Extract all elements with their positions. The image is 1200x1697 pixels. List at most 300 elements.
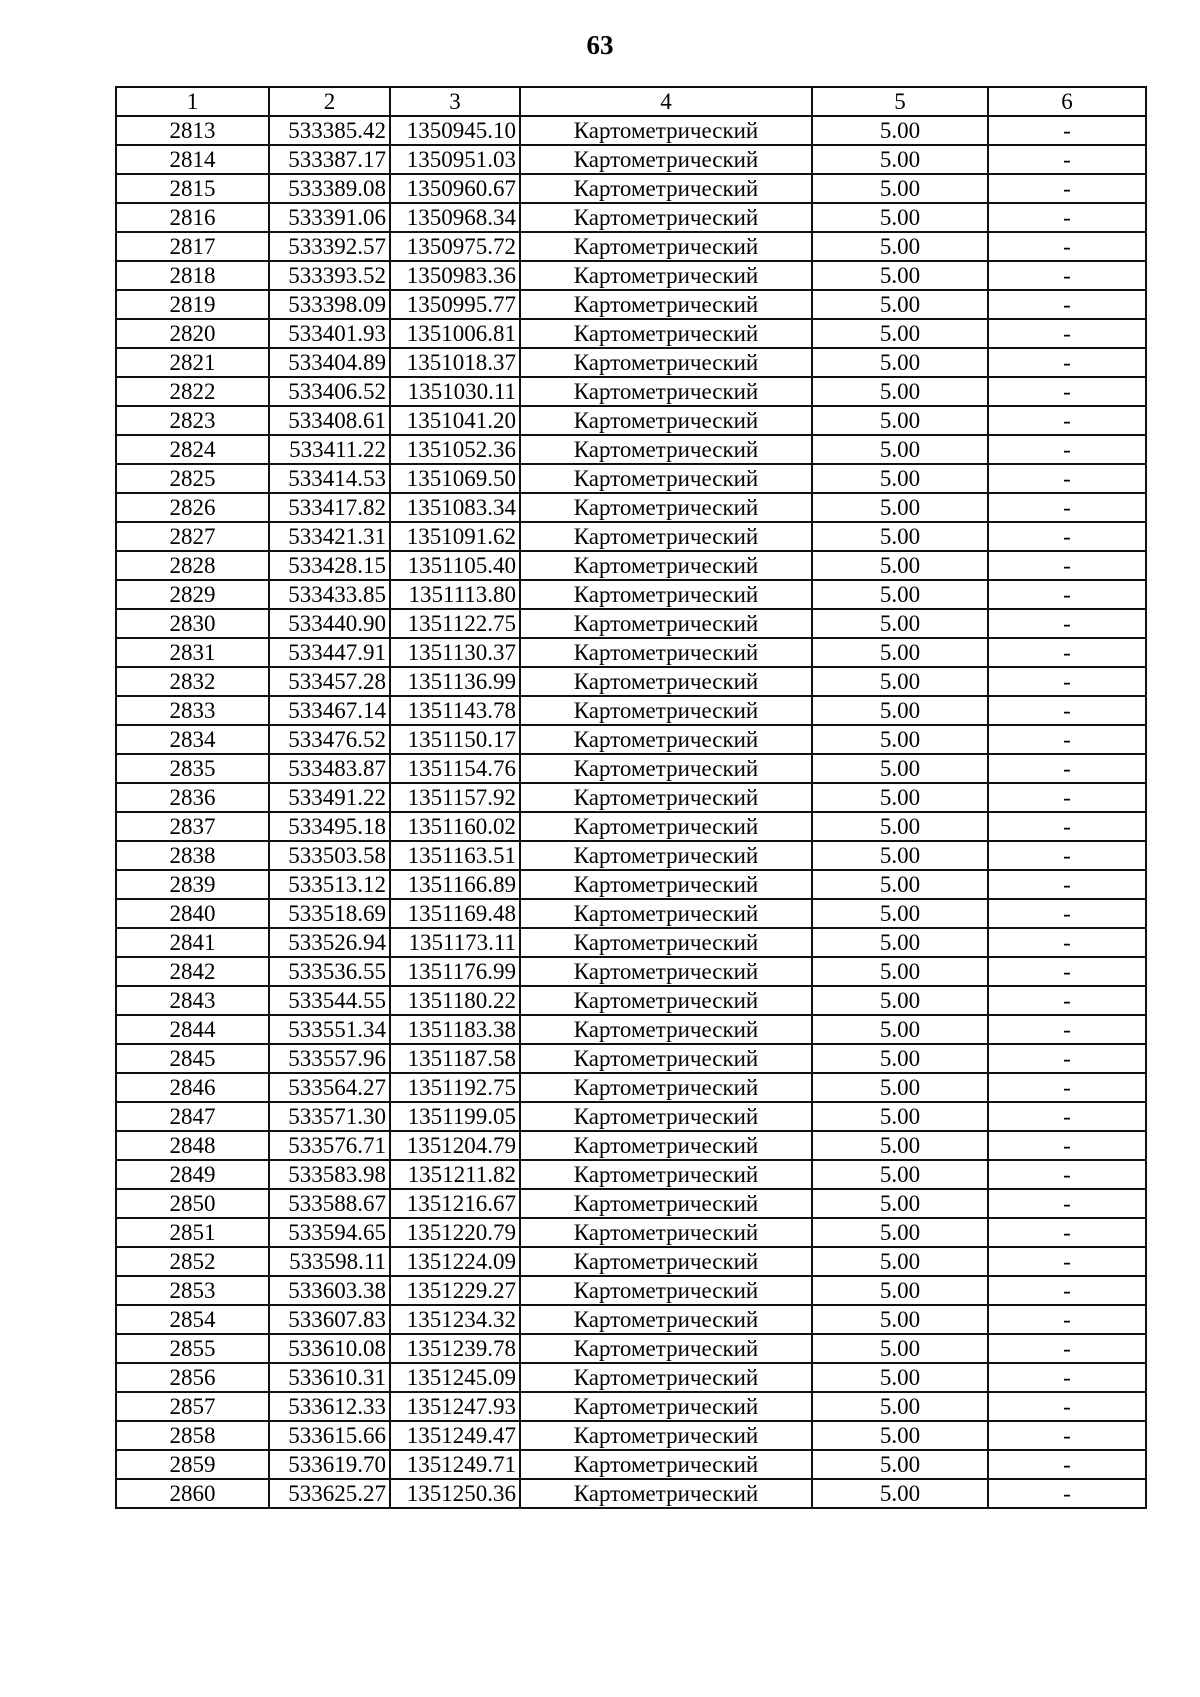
note-cell: - <box>988 1305 1146 1334</box>
y-coordinate-cell: 1351163.51 <box>390 841 520 870</box>
x-coordinate-cell: 533411.22 <box>269 435 390 464</box>
y-coordinate-cell: 1351245.09 <box>390 1363 520 1392</box>
y-coordinate-cell: 1351018.37 <box>390 348 520 377</box>
point-number-cell: 2831 <box>116 638 269 667</box>
y-coordinate-cell: 1350968.34 <box>390 203 520 232</box>
precision-cell: 5.00 <box>812 928 988 957</box>
y-coordinate-cell: 1351052.36 <box>390 435 520 464</box>
table-row <box>116 899 1146 928</box>
y-coordinate-cell: 1351192.75 <box>390 1073 520 1102</box>
table-row <box>116 1363 1146 1392</box>
x-coordinate-cell: 533389.08 <box>269 174 390 203</box>
point-number-cell: 2830 <box>116 609 269 638</box>
y-coordinate-cell: 1350975.72 <box>390 232 520 261</box>
precision-cell: 5.00 <box>812 348 988 377</box>
point-number-cell: 2813 <box>116 116 269 145</box>
point-number-cell: 2850 <box>116 1189 269 1218</box>
x-coordinate-cell: 533557.96 <box>269 1044 390 1073</box>
table-row <box>116 1334 1146 1363</box>
x-coordinate-cell: 533404.89 <box>269 348 390 377</box>
point-number-cell: 2829 <box>116 580 269 609</box>
precision-cell: 5.00 <box>812 464 988 493</box>
coordinates-table-body <box>116 87 1146 1508</box>
point-number-cell: 2827 <box>116 522 269 551</box>
note-cell: - <box>988 319 1146 348</box>
table-row <box>116 551 1146 580</box>
table-row <box>116 348 1146 377</box>
note-cell: - <box>988 493 1146 522</box>
precision-cell: 5.00 <box>812 667 988 696</box>
x-coordinate-cell: 533417.82 <box>269 493 390 522</box>
method-cell: Картометрический <box>520 319 812 348</box>
precision-cell: 5.00 <box>812 522 988 551</box>
x-coordinate-cell: 533594.65 <box>269 1218 390 1247</box>
method-cell: Картометрический <box>520 1450 812 1479</box>
note-cell: - <box>988 1102 1146 1131</box>
point-number-cell: 2832 <box>116 667 269 696</box>
table-row <box>116 870 1146 899</box>
table-row <box>116 493 1146 522</box>
precision-cell: 5.00 <box>812 1305 988 1334</box>
precision-cell: 5.00 <box>812 493 988 522</box>
method-cell: Картометрический <box>520 1073 812 1102</box>
method-cell: Картометрический <box>520 1305 812 1334</box>
point-number-cell: 2855 <box>116 1334 269 1363</box>
table-row <box>116 957 1146 986</box>
table-row <box>116 377 1146 406</box>
method-cell: Картометрический <box>520 870 812 899</box>
note-cell: - <box>988 232 1146 261</box>
table-row <box>116 1305 1146 1334</box>
y-coordinate-cell: 1351154.76 <box>390 754 520 783</box>
precision-cell: 5.00 <box>812 406 988 435</box>
point-number-cell: 2857 <box>116 1392 269 1421</box>
y-coordinate-cell: 1351105.40 <box>390 551 520 580</box>
point-number-cell: 2858 <box>116 1421 269 1450</box>
precision-cell: 5.00 <box>812 754 988 783</box>
note-cell: - <box>988 261 1146 290</box>
point-number-cell: 2845 <box>116 1044 269 1073</box>
column-header: 4 <box>520 87 812 116</box>
table-row <box>116 609 1146 638</box>
point-number-cell: 2859 <box>116 1450 269 1479</box>
x-coordinate-cell: 533447.91 <box>269 638 390 667</box>
point-number-cell: 2822 <box>116 377 269 406</box>
point-number-cell: 2821 <box>116 348 269 377</box>
method-cell: Картометрический <box>520 203 812 232</box>
x-coordinate-cell: 533615.66 <box>269 1421 390 1450</box>
table-row <box>116 1392 1146 1421</box>
precision-cell: 5.00 <box>812 232 988 261</box>
table-row <box>116 406 1146 435</box>
note-cell: - <box>988 1247 1146 1276</box>
y-coordinate-cell: 1351250.36 <box>390 1479 520 1508</box>
table-row <box>116 1421 1146 1450</box>
note-cell: - <box>988 1450 1146 1479</box>
table-row <box>116 928 1146 957</box>
table-row <box>116 725 1146 754</box>
precision-cell: 5.00 <box>812 1218 988 1247</box>
method-cell: Картометрический <box>520 580 812 609</box>
point-number-cell: 2841 <box>116 928 269 957</box>
y-coordinate-cell: 1351006.81 <box>390 319 520 348</box>
precision-cell: 5.00 <box>812 1015 988 1044</box>
note-cell: - <box>988 551 1146 580</box>
y-coordinate-cell: 1351216.67 <box>390 1189 520 1218</box>
note-cell: - <box>988 290 1146 319</box>
point-number-cell: 2847 <box>116 1102 269 1131</box>
x-coordinate-cell: 533576.71 <box>269 1131 390 1160</box>
method-cell: Картометрический <box>520 1276 812 1305</box>
precision-cell: 5.00 <box>812 145 988 174</box>
method-cell: Картометрический <box>520 1102 812 1131</box>
x-coordinate-cell: 533610.31 <box>269 1363 390 1392</box>
point-number-cell: 2828 <box>116 551 269 580</box>
table-row <box>116 580 1146 609</box>
precision-cell: 5.00 <box>812 783 988 812</box>
point-number-cell: 2856 <box>116 1363 269 1392</box>
method-cell: Картометрический <box>520 1334 812 1363</box>
precision-cell: 5.00 <box>812 1334 988 1363</box>
precision-cell: 5.00 <box>812 841 988 870</box>
precision-cell: 5.00 <box>812 812 988 841</box>
y-coordinate-cell: 1351122.75 <box>390 609 520 638</box>
table-row <box>116 1015 1146 1044</box>
table-row <box>116 232 1146 261</box>
precision-cell: 5.00 <box>812 1102 988 1131</box>
note-cell: - <box>988 812 1146 841</box>
point-number-cell: 2824 <box>116 435 269 464</box>
y-coordinate-cell: 1351160.02 <box>390 812 520 841</box>
table-row <box>116 696 1146 725</box>
x-coordinate-cell: 533564.27 <box>269 1073 390 1102</box>
note-cell: - <box>988 1044 1146 1073</box>
point-number-cell: 2840 <box>116 899 269 928</box>
x-coordinate-cell: 533612.33 <box>269 1392 390 1421</box>
y-coordinate-cell: 1351143.78 <box>390 696 520 725</box>
point-number-cell: 2819 <box>116 290 269 319</box>
y-coordinate-cell: 1350951.03 <box>390 145 520 174</box>
point-number-cell: 2844 <box>116 1015 269 1044</box>
note-cell: - <box>988 667 1146 696</box>
page-number: 63 <box>586 30 614 60</box>
x-coordinate-cell: 533457.28 <box>269 667 390 696</box>
y-coordinate-cell: 1351173.11 <box>390 928 520 957</box>
note-cell: - <box>988 1189 1146 1218</box>
table-row <box>116 1073 1146 1102</box>
y-coordinate-cell: 1350983.36 <box>390 261 520 290</box>
precision-cell: 5.00 <box>812 899 988 928</box>
x-coordinate-cell: 533607.83 <box>269 1305 390 1334</box>
method-cell: Картометрический <box>520 754 812 783</box>
precision-cell: 5.00 <box>812 551 988 580</box>
point-number-cell: 2842 <box>116 957 269 986</box>
point-number-cell: 2817 <box>116 232 269 261</box>
column-header: 5 <box>812 87 988 116</box>
note-cell: - <box>988 406 1146 435</box>
y-coordinate-cell: 1351249.47 <box>390 1421 520 1450</box>
y-coordinate-cell: 1351176.99 <box>390 957 520 986</box>
x-coordinate-cell: 533483.87 <box>269 754 390 783</box>
x-coordinate-cell: 533406.52 <box>269 377 390 406</box>
point-number-cell: 2837 <box>116 812 269 841</box>
point-number-cell: 2833 <box>116 696 269 725</box>
precision-cell: 5.00 <box>812 1363 988 1392</box>
point-number-cell: 2852 <box>116 1247 269 1276</box>
note-cell: - <box>988 609 1146 638</box>
note-cell: - <box>988 986 1146 1015</box>
x-coordinate-cell: 533408.61 <box>269 406 390 435</box>
x-coordinate-cell: 533392.57 <box>269 232 390 261</box>
table-row <box>116 145 1146 174</box>
method-cell: Картометрический <box>520 638 812 667</box>
y-coordinate-cell: 1350960.67 <box>390 174 520 203</box>
note-cell: - <box>988 1363 1146 1392</box>
note-cell: - <box>988 174 1146 203</box>
note-cell: - <box>988 1015 1146 1044</box>
y-coordinate-cell: 1351224.09 <box>390 1247 520 1276</box>
method-cell: Картометрический <box>520 377 812 406</box>
method-cell: Картометрический <box>520 435 812 464</box>
table-row <box>116 464 1146 493</box>
table-row <box>116 1044 1146 1073</box>
precision-cell: 5.00 <box>812 1479 988 1508</box>
y-coordinate-cell: 1351204.79 <box>390 1131 520 1160</box>
note-cell: - <box>988 783 1146 812</box>
y-coordinate-cell: 1351187.58 <box>390 1044 520 1073</box>
table-row <box>116 1247 1146 1276</box>
table-row <box>116 116 1146 145</box>
y-coordinate-cell: 1351030.11 <box>390 377 520 406</box>
note-cell: - <box>988 696 1146 725</box>
precision-cell: 5.00 <box>812 957 988 986</box>
point-number-cell: 2836 <box>116 783 269 812</box>
x-coordinate-cell: 533583.98 <box>269 1160 390 1189</box>
method-cell: Картометрический <box>520 1189 812 1218</box>
x-coordinate-cell: 533393.52 <box>269 261 390 290</box>
method-cell: Картометрический <box>520 957 812 986</box>
note-cell: - <box>988 1276 1146 1305</box>
y-coordinate-cell: 1351091.62 <box>390 522 520 551</box>
method-cell: Картометрический <box>520 493 812 522</box>
method-cell: Картометрический <box>520 928 812 957</box>
y-coordinate-cell: 1351113.80 <box>390 580 520 609</box>
precision-cell: 5.00 <box>812 1131 988 1160</box>
method-cell: Картометрический <box>520 551 812 580</box>
point-number-cell: 2848 <box>116 1131 269 1160</box>
y-coordinate-cell: 1351249.71 <box>390 1450 520 1479</box>
method-cell: Картометрический <box>520 986 812 1015</box>
x-coordinate-cell: 533619.70 <box>269 1450 390 1479</box>
method-cell: Картометрический <box>520 1363 812 1392</box>
method-cell: Картометрический <box>520 783 812 812</box>
point-number-cell: 2825 <box>116 464 269 493</box>
table-row <box>116 783 1146 812</box>
note-cell: - <box>988 957 1146 986</box>
note-cell: - <box>988 754 1146 783</box>
precision-cell: 5.00 <box>812 203 988 232</box>
method-cell: Картометрический <box>520 1392 812 1421</box>
note-cell: - <box>988 1334 1146 1363</box>
x-coordinate-cell: 533588.67 <box>269 1189 390 1218</box>
point-number-cell: 2838 <box>116 841 269 870</box>
table-row <box>116 261 1146 290</box>
precision-cell: 5.00 <box>812 290 988 319</box>
x-coordinate-cell: 533385.42 <box>269 116 390 145</box>
method-cell: Картометрический <box>520 1044 812 1073</box>
table-row <box>116 203 1146 232</box>
x-coordinate-cell: 533491.22 <box>269 783 390 812</box>
method-cell: Картометрический <box>520 1218 812 1247</box>
x-coordinate-cell: 533398.09 <box>269 290 390 319</box>
method-cell: Картометрический <box>520 696 812 725</box>
precision-cell: 5.00 <box>812 638 988 667</box>
precision-cell: 5.00 <box>812 377 988 406</box>
x-coordinate-cell: 533571.30 <box>269 1102 390 1131</box>
precision-cell: 5.00 <box>812 696 988 725</box>
method-cell: Картометрический <box>520 1160 812 1189</box>
column-header: 6 <box>988 87 1146 116</box>
y-coordinate-cell: 1351229.27 <box>390 1276 520 1305</box>
table-row <box>116 1450 1146 1479</box>
precision-cell: 5.00 <box>812 1450 988 1479</box>
x-coordinate-cell: 533526.94 <box>269 928 390 957</box>
table-row <box>116 522 1146 551</box>
precision-cell: 5.00 <box>812 1073 988 1102</box>
note-cell: - <box>988 522 1146 551</box>
note-cell: - <box>988 841 1146 870</box>
x-coordinate-cell: 533610.08 <box>269 1334 390 1363</box>
x-coordinate-cell: 533401.93 <box>269 319 390 348</box>
y-coordinate-cell: 1351041.20 <box>390 406 520 435</box>
x-coordinate-cell: 533440.90 <box>269 609 390 638</box>
point-number-cell: 2851 <box>116 1218 269 1247</box>
point-number-cell: 2834 <box>116 725 269 754</box>
x-coordinate-cell: 533625.27 <box>269 1479 390 1508</box>
table-row <box>116 1160 1146 1189</box>
table-row <box>116 174 1146 203</box>
y-coordinate-cell: 1351166.89 <box>390 870 520 899</box>
method-cell: Картометрический <box>520 232 812 261</box>
x-coordinate-cell: 533495.18 <box>269 812 390 841</box>
x-coordinate-cell: 533518.69 <box>269 899 390 928</box>
note-cell: - <box>988 1131 1146 1160</box>
precision-cell: 5.00 <box>812 261 988 290</box>
y-coordinate-cell: 1351157.92 <box>390 783 520 812</box>
table-row <box>116 841 1146 870</box>
table-row <box>116 290 1146 319</box>
note-cell: - <box>988 870 1146 899</box>
point-number-cell: 2816 <box>116 203 269 232</box>
note-cell: - <box>988 899 1146 928</box>
y-coordinate-cell: 1351247.93 <box>390 1392 520 1421</box>
x-coordinate-cell: 533598.11 <box>269 1247 390 1276</box>
note-cell: - <box>988 377 1146 406</box>
x-coordinate-cell: 533414.53 <box>269 464 390 493</box>
y-coordinate-cell: 1351130.37 <box>390 638 520 667</box>
x-coordinate-cell: 533603.38 <box>269 1276 390 1305</box>
column-header: 1 <box>116 87 269 116</box>
note-cell: - <box>988 1392 1146 1421</box>
point-number-cell: 2814 <box>116 145 269 174</box>
note-cell: - <box>988 1479 1146 1508</box>
table-row <box>116 1218 1146 1247</box>
x-coordinate-cell: 533513.12 <box>269 870 390 899</box>
x-coordinate-cell: 533467.14 <box>269 696 390 725</box>
point-number-cell: 2826 <box>116 493 269 522</box>
point-number-cell: 2853 <box>116 1276 269 1305</box>
method-cell: Картометрический <box>520 116 812 145</box>
y-coordinate-cell: 1351136.99 <box>390 667 520 696</box>
method-cell: Картометрический <box>520 667 812 696</box>
method-cell: Картометрический <box>520 1247 812 1276</box>
point-number-cell: 2854 <box>116 1305 269 1334</box>
method-cell: Картометрический <box>520 145 812 174</box>
table-row <box>116 1479 1146 1508</box>
method-cell: Картометрический <box>520 464 812 493</box>
method-cell: Картометрический <box>520 1015 812 1044</box>
column-header: 2 <box>269 87 390 116</box>
point-number-cell: 2849 <box>116 1160 269 1189</box>
y-coordinate-cell: 1351069.50 <box>390 464 520 493</box>
note-cell: - <box>988 638 1146 667</box>
method-cell: Картометрический <box>520 725 812 754</box>
point-number-cell: 2835 <box>116 754 269 783</box>
point-number-cell: 2860 <box>116 1479 269 1508</box>
table-row <box>116 986 1146 1015</box>
point-number-cell: 2846 <box>116 1073 269 1102</box>
y-coordinate-cell: 1351183.38 <box>390 1015 520 1044</box>
y-coordinate-cell: 1350995.77 <box>390 290 520 319</box>
y-coordinate-cell: 1351211.82 <box>390 1160 520 1189</box>
method-cell: Картометрический <box>520 522 812 551</box>
y-coordinate-cell: 1350945.10 <box>390 116 520 145</box>
precision-cell: 5.00 <box>812 725 988 754</box>
table-row <box>116 638 1146 667</box>
point-number-cell: 2815 <box>116 174 269 203</box>
method-cell: Картометрический <box>520 406 812 435</box>
table-row <box>116 667 1146 696</box>
x-coordinate-cell: 533428.15 <box>269 551 390 580</box>
point-number-cell: 2839 <box>116 870 269 899</box>
precision-cell: 5.00 <box>812 1392 988 1421</box>
precision-cell: 5.00 <box>812 1247 988 1276</box>
note-cell: - <box>988 725 1146 754</box>
method-cell: Картометрический <box>520 1421 812 1450</box>
note-cell: - <box>988 1218 1146 1247</box>
method-cell: Картометрический <box>520 609 812 638</box>
y-coordinate-cell: 1351199.05 <box>390 1102 520 1131</box>
method-cell: Картометрический <box>520 290 812 319</box>
note-cell: - <box>988 1421 1146 1450</box>
y-coordinate-cell: 1351239.78 <box>390 1334 520 1363</box>
precision-cell: 5.00 <box>812 580 988 609</box>
point-number-cell: 2843 <box>116 986 269 1015</box>
table-row <box>116 812 1146 841</box>
table-row <box>116 319 1146 348</box>
precision-cell: 5.00 <box>812 870 988 899</box>
precision-cell: 5.00 <box>812 1276 988 1305</box>
x-coordinate-cell: 533387.17 <box>269 145 390 174</box>
point-number-cell: 2823 <box>116 406 269 435</box>
note-cell: - <box>988 116 1146 145</box>
precision-cell: 5.00 <box>812 435 988 464</box>
note-cell: - <box>988 1160 1146 1189</box>
x-coordinate-cell: 533476.52 <box>269 725 390 754</box>
note-cell: - <box>988 580 1146 609</box>
x-coordinate-cell: 533421.31 <box>269 522 390 551</box>
note-cell: - <box>988 464 1146 493</box>
